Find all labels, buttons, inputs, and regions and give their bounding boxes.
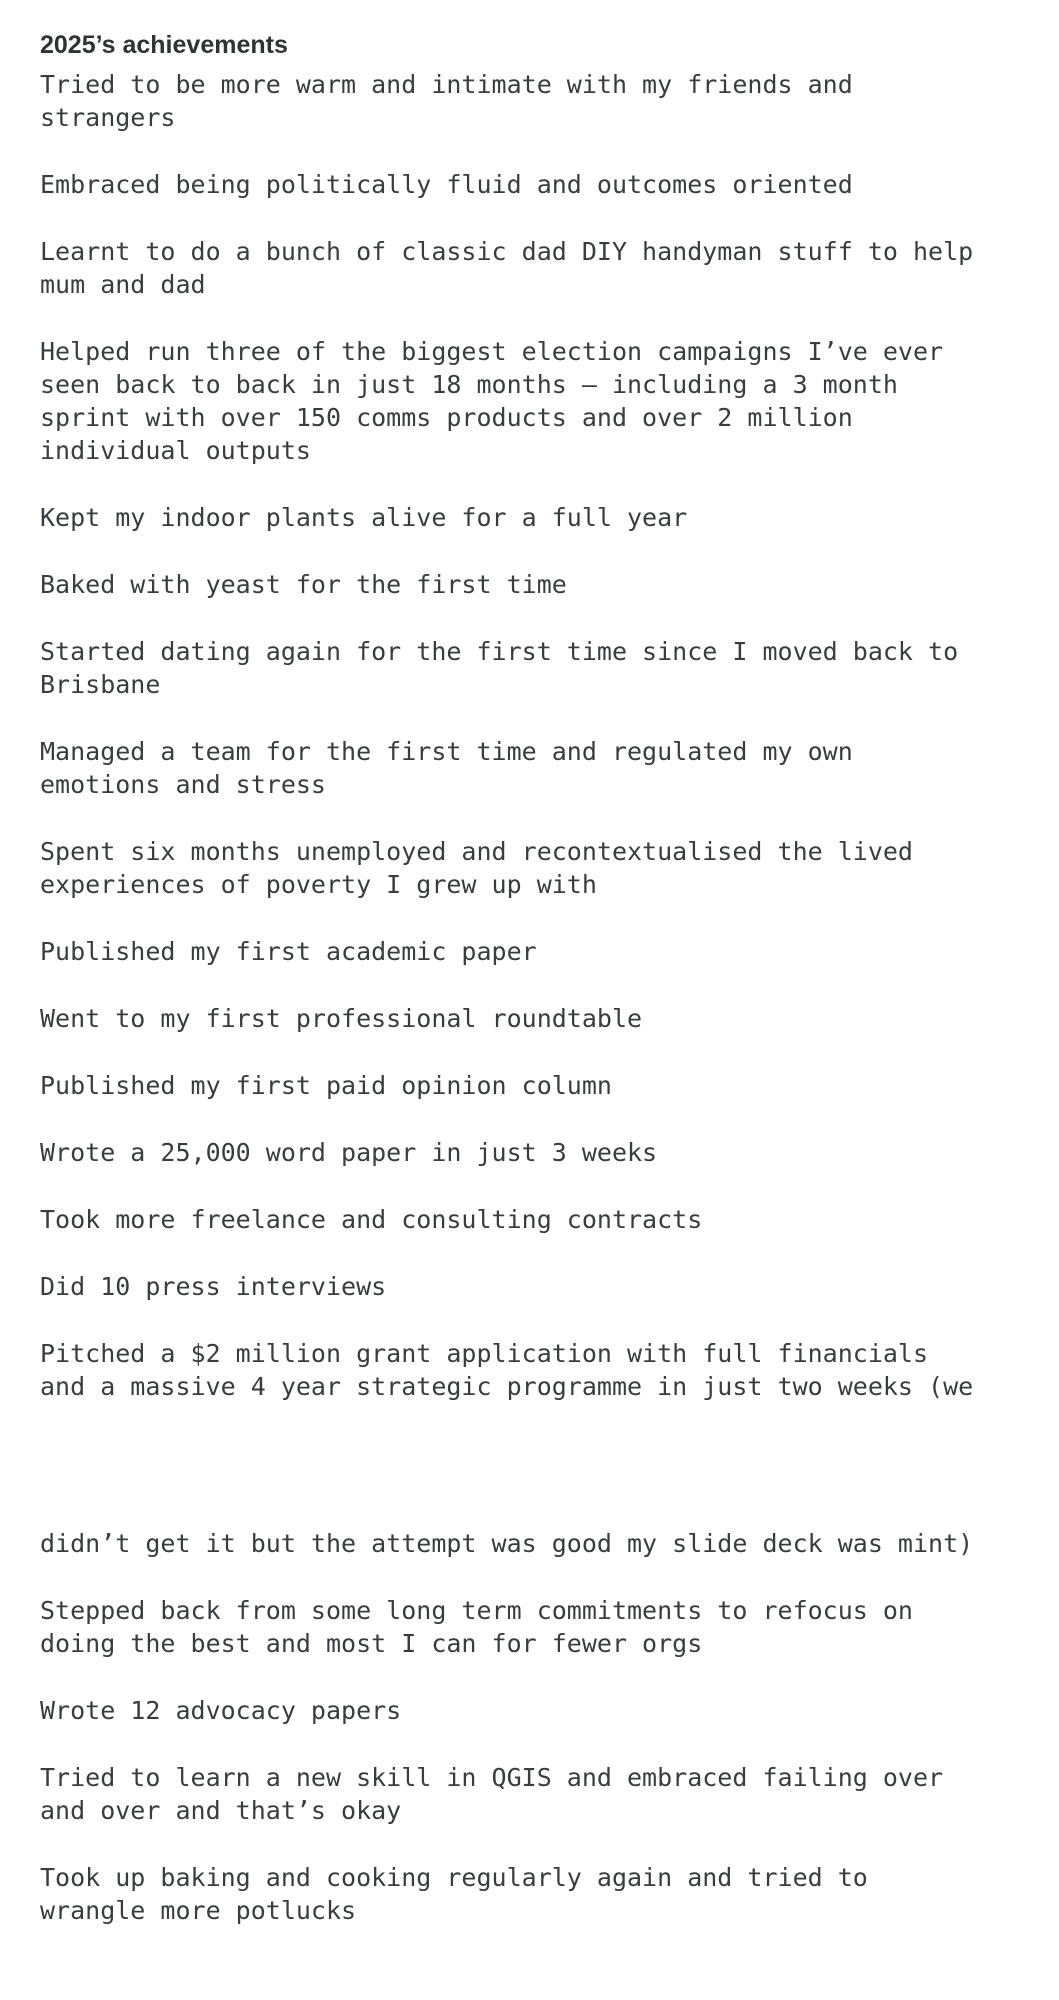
achievement-paragraph: Helped run three of the biggest election campaigns I’ve ever seen back to back in just 18 months — including a 3 month sprint with over 150 comms products and over 2 million individual outputs: [40, 337, 944, 465]
achievement-paragraph: Wrote 12 advocacy papers: [40, 1696, 402, 1725]
blank-gap: [40, 1437, 1059, 1527]
achievement-paragraph: Published my first paid opinion column: [40, 1071, 612, 1100]
achievement-paragraph: Went to my first professional roundtable: [40, 1004, 643, 1033]
page-title: 2025’s achievements: [40, 31, 288, 59]
achievement-paragraph: Spent six months unemployed and recontextualised the lived experiences of poverty I grew up with: [40, 837, 913, 899]
achievement-paragraph: Tried to learn a new skill in QGIS and embraced failing over and over and that’s okay: [40, 1763, 944, 1825]
achievement-paragraph: Published my first academic paper: [40, 937, 537, 966]
achievement-paragraph: Tried to be more warm and intimate with my friends and strangers: [40, 70, 853, 132]
achievement-paragraph: didn’t get it but the attempt was good my slide deck was mint): [40, 1529, 974, 1558]
achievement-paragraph: Embraced being politically fluid and outcomes oriented: [40, 170, 853, 199]
achievement-paragraph: Baked with yeast for the first time: [40, 570, 567, 599]
achievement-paragraph: Did 10 press interviews: [40, 1272, 387, 1301]
achievement-paragraph: Pitched a $2 million grant application with full financials and a massive 4 year strategic programme in just two weeks (we: [40, 1339, 974, 1401]
achievement-paragraph: Took up baking and cooking regularly again and tried to wrangle more potlucks: [40, 1863, 868, 1925]
achievement-paragraph: Took more freelance and consulting contracts: [40, 1205, 703, 1234]
achievement-paragraph: Kept my indoor plants alive for a full year: [40, 503, 688, 532]
achievement-paragraph: Learnt to do a bunch of classic dad DIY handyman stuff to help mum and dad: [40, 237, 974, 299]
achievement-paragraph: Managed a team for the first time and regulated my own emotions and stress: [40, 737, 853, 799]
achievement-paragraph: Wrote a 25,000 word paper in just 3 weeks: [40, 1138, 658, 1167]
achievement-paragraph: Stepped back from some long term commitments to refocus on doing the best and most I can for fewer orgs: [40, 1596, 913, 1658]
achievement-paragraph: Started dating again for the first time since I moved back to Brisbane: [40, 637, 959, 699]
